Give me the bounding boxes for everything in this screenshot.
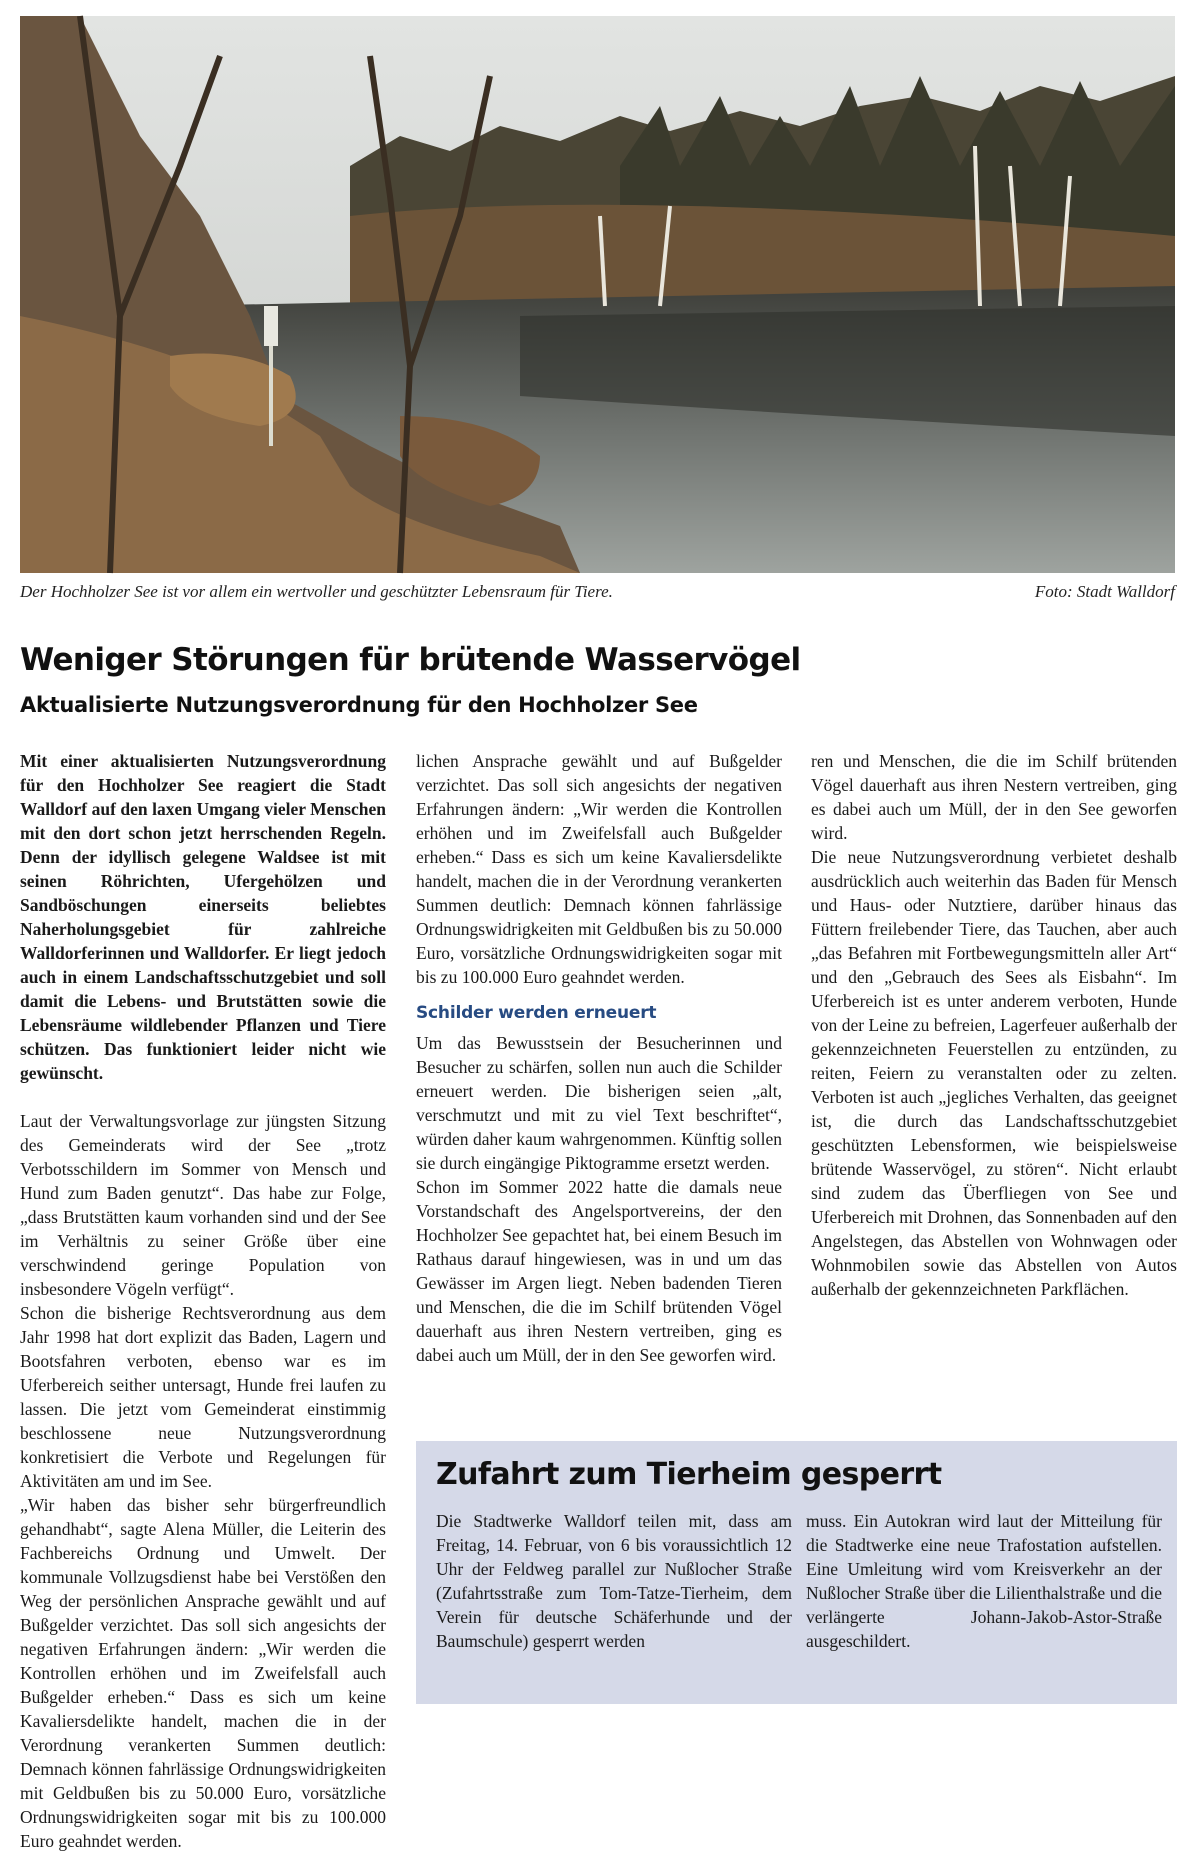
article-column-1 xyxy=(20,749,386,1851)
photo-caption xyxy=(20,580,1175,604)
section-subhead: Schilder werden erneuert xyxy=(416,1003,657,1023)
notice-column-1: Die Stadtwerke Walldorf teilen mit, dass am Freitag, 14. Februar, von 6 bis voraussichtlich 12 Uhr der Feldweg parallel zur Nußlocher Straße (Zufahrtsstraße zum Tom-Tatze-Tierheim, dem Verein für deutsche Schäferhunde und der Baumschule) gesperrt werden xyxy=(436,1511,792,1651)
article-paragraph: Laut der Verwaltungsvorlage zur jüngsten Sitzung des Gemeinderats wird der See „trotz Verbotsschildern im Sommer von Mensch und Hund zum Baden genutzt“. Das habe zur Folge, „dass Brutstätten kaum vorhanden sind und der See im Verhältnis zu seiner Größe über eine verschwindend geringe Population von insbesondere Vögeln verfügt“. xyxy=(20,1111,386,1299)
photo-credit: Foto: Stadt Walldorf xyxy=(1034,582,1175,601)
notice-title: Zufahrt zum Tierheim gesperrt xyxy=(436,1457,942,1492)
article-paragraph: Die neue Nutzungsverordnung verbietet deshalb ausdrücklich auch weiterhin das Baden für Mensch und Haus- oder Nutztiere, darüber hinaus das Füttern freilebender Tiere, das Tauchen, aber auch „das Befahren mit Fortbewegungsmitteln aller Art“ und den „Gebrauch des Sees als Eisbahn“. Im Uferbereich ist es unter anderem verboten, Hunde von der Leine zu befreien, Lagerfeuer außerhalb der gekennzeichneten Feuerstellen zu entzünden, zu reiten, Feiern zu veranstalten oder zu zelten. Verboten ist auch „jegliches Verhalten, das geeignet ist, die durch das Landschaftsschutzgebiet geschützten Lebensformen, wie beispielsweise brütende Wasservögel, zu stören“. Nicht erlaubt sind zudem das Überfliegen von See und Uferbereich mit Drohnen, das Sonnenbaden auf den Angelstegen, das Abstellen von Wohnwagen oder Wohnmobilen sowie das Abstellen von Autos außerhalb der gekennzeichneten Parkflächen. xyxy=(811,847,1177,1299)
lake-landscape-photo-icon xyxy=(20,16,1175,573)
article-subheadline: Aktualisierte Nutzungsverordnung für den Hochholzer See xyxy=(20,693,698,717)
article-lead: Mit einer aktualisierten Nutzungsverordnung für den Hochholzer See reagiert die Stadt Walldorf auf den laxen Umgang vieler Menschen mit den dort schon jetzt herrschenden Regeln. Denn der idyllisch gelegene Waldsee ist mit seinen Röhrichten, Ufergehölzen und Sandböschungen einerseits beliebtes Naherholungsgebiet für zahlreiche Walldorferinnen und Walldorfer. Er liegt jedoch auch in einem Landschaftsschutzgebiet und soll damit die Lebens- und Brutstätten sowie die Lebensräume wildlebender Pflanzen und Tiere schützen. Das funktioniert leider nicht wie gewünscht. xyxy=(20,751,386,1083)
article-paragraph: „Wir haben das bisher sehr bürgerfreundlich gehandhabt“, sagte Alena Müller, die Leiterin des Fachbereichs Ordnung und Umwelt. Der kommunale Vollzugsdienst habe bei Verstößen den Weg der persönlichen Ansprache gewählt und auf Bußgelder verzichtet. Das soll sich angesichts der negativen Erfahrungen ändern: „Wir werden die Kontrollen erhöhen und im Zweifelsfall auch Bußgelder erheben.“ Dass es sich um keine Kavaliersdelikte handelt, machen die in der Verordnung verankerten Summen deutlich: Demnach können fahrlässige Ordnungswidrigkeiten mit Geldbußen bis zu 50.000 Euro, vorsätzliche Ordnungswidrigkeiten sogar mit bis zu 100.000 Euro geahndet werden. xyxy=(20,1495,386,1851)
article-column-3 xyxy=(811,749,1177,1301)
article-paragraph: Schon im Sommer 2022 hatte die damals neue Vorstandschaft des Angelsportvereins, der den Hochholzer See gepachtet hat, bei einem Besuch im Rathaus darauf hingewiesen, was in und um das Gewässer im Argen liegt. Neben badenden Tieren und Menschen, die die im Schilf brütenden Vögel dauerhaft aus ihren Nestern vertreiben, ging es dabei auch um Müll, der in den See geworfen wird. xyxy=(416,1177,782,1365)
notice-box xyxy=(416,1441,1177,1704)
lake-photo xyxy=(20,16,1175,573)
article-paragraph: Schon die bisherige Rechtsverordnung aus dem Jahr 1998 hat dort explizit das Baden, Lagern und Bootsfahren verboten, ebenso war es im Uferbereich seither untersagt, Hunde frei laufen zu lassen. Die jetzt vom Gemeinderat einstimmig beschlossene neue Nutzungsverordnung konkretisiert die Verbote und Regelungen für Aktivitäten am und im See. xyxy=(20,1303,386,1491)
notice-column-2: muss. Ein Autokran wird laut der Mitteilung für die Stadtwerke eine neue Trafostation aufstellen. Eine Umleitung wird vom Kreisverkehr an der Nußlocher Straße über die Lilienthalstraße und die verlängerte Johann-Jakob-Astor-Straße ausgeschildert. xyxy=(806,1511,1162,1651)
article-paragraph-continued: lichen Ansprache gewählt und auf Bußgelder verzichtet. Das soll sich angesichts der negativen Erfahrungen ändern: „Wir werden die Kontrollen erhöhen und im Zweifelsfall auch Bußgelder erheben.“ Dass es sich um keine Kavaliersdelikte handelt, machen die in der Verordnung verankerten Summen deutlich: Demnach können fahrlässige Ordnungswidrigkeiten mit Geldbußen bis zu 50.000 Euro, vorsätzliche Ordnungswidrigkeiten sogar mit bis zu 100.000 Euro geahndet werden. xyxy=(416,751,782,987)
article-headline: Weniger Störungen für brütende Wasservögel xyxy=(20,642,801,678)
caption-text: Der Hochholzer See ist vor allem ein wertvoller und geschützter Lebensraum für Tiere. xyxy=(20,582,613,601)
article-paragraph-continued: ren und Menschen, die die im Schilf brütenden Vögel dauerhaft aus ihren Nestern vertreiben, ging es dabei auch um Müll, der in den See geworfen wird. xyxy=(811,751,1177,843)
article-column-2 xyxy=(416,749,782,1365)
article-paragraph: Um das Bewusstsein der Besucherinnen und Besucher zu schärfen, sollen nun auch die Schilder erneuert werden. Die bisherigen seien „alt, verschmutzt und mit zu viel Text beschriftet“, würden daher kaum wahrgenommen. Künftig sollen sie durch eingängige Piktogramme ersetzt werden. xyxy=(416,1033,782,1173)
